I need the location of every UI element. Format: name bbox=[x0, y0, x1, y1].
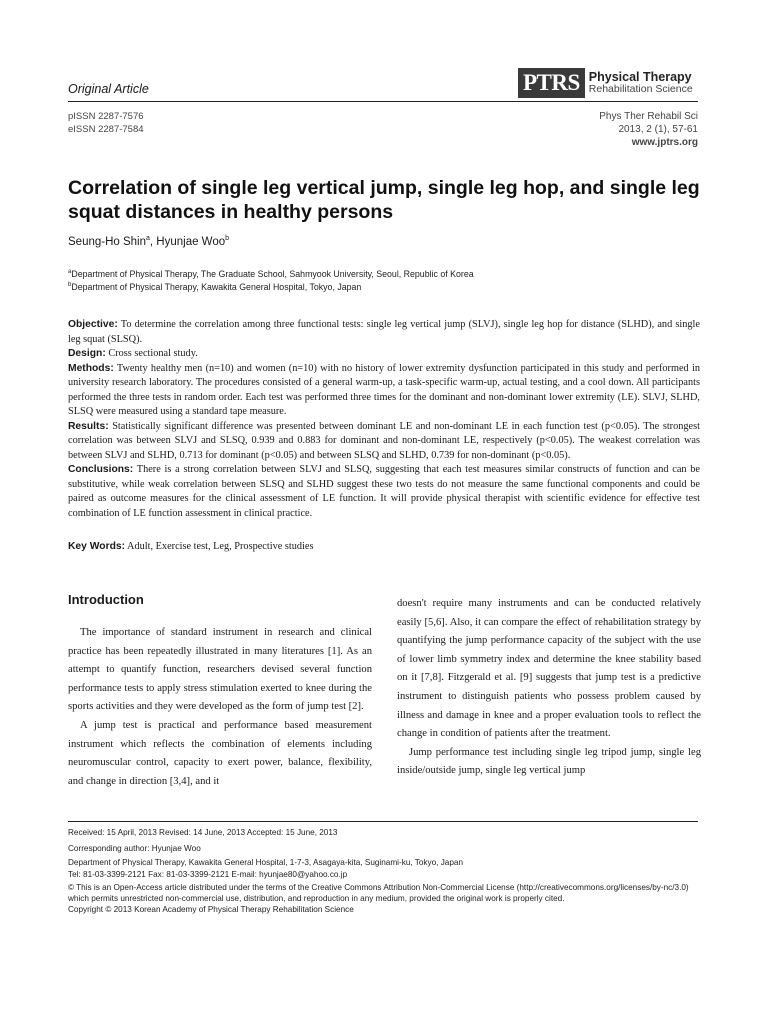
journal-abbrev: Phys Ther Rehabil Sci bbox=[599, 111, 698, 122]
header-rule bbox=[68, 101, 698, 102]
affil-marker: a bbox=[68, 269, 72, 276]
article-type: Original Article bbox=[68, 82, 149, 96]
abstract-text: To determine the correlation among three functional tests: single leg vertical jump (SLVJ), single leg hop for distance (SLHD), and single leg squat (SLSQ). bbox=[68, 319, 700, 345]
eissn: eISSN 2287-7584 bbox=[68, 124, 144, 135]
article-dates: Received: 15 April, 2013 Revised: 14 June, 2013 Accepted: 15 June, 2013 bbox=[68, 828, 338, 837]
section-heading: Introduction bbox=[68, 592, 144, 607]
abstract bbox=[68, 318, 700, 521]
body-paragraph: doesn't require many instruments and can be conducted relatively easily [5,6]. Also, it can compare the effect of rehabilitation strategy by quantifying the jump performance capacity of the subject with the use of lower limb symmetry index and determine the knee stability based on it [7,8]. Fitzgerald et al. [9] suggests that jump test is a predictive instrument to distinguish patients who possess problem caused by illness and damage in knee and a proper evaluation tools to reflect the change in condition of patients after the treatment. bbox=[397, 598, 701, 740]
journal-website[interactable]: www.jptrs.org bbox=[631, 137, 698, 148]
journal-logo bbox=[518, 68, 693, 98]
author-name: Hyunjae Woo bbox=[156, 235, 226, 248]
abstract-label: Conclusions: bbox=[68, 464, 134, 475]
license-notice: © This is an Open-Access article distributed under the terms of the Creative Commons Attribution Non-Commercial License (http://creativecommons.org/licenses/by-nc/3.0) which permits unrestricted non-commercial use, distribution, and reproduction in any medium, provided the original work is properly cited. bbox=[68, 883, 689, 903]
affiliation-text: Department of Physical Therapy, Kawakita General Hospital, Tokyo, Japan bbox=[71, 282, 362, 292]
body-paragraph: The importance of standard instrument in research and clinical practice has been repeatedly illustrated in many literatures [1]. As an attempt to quantify function, researchers devised several function performance tests to apply stress stimulation exerted to knee during the sports activities and they were developed as the form of jump test [2]. bbox=[68, 627, 372, 713]
volume-info: 2013, 2 (1), 57-61 bbox=[618, 124, 698, 135]
author-separator: , bbox=[149, 235, 157, 248]
abstract-methods bbox=[68, 362, 700, 420]
abstract-text: Statistically significant difference was presented between dominant LE and non-dominant LE in each function test (p<0.05). The strongest correlation was between SLVJ and SLSQ, 0.939 and 0.883 for dominant and non-dominant LE, respectively (p<0.05). The weakest correlation was between SLVJ and SLHD, 0.713 for dominant (p<0.05) and between SLSQ and SLHD, 0.739 for non-dominant (p<0.05). bbox=[68, 420, 700, 461]
keywords-label: Key Words: bbox=[68, 541, 126, 552]
author-address: Department of Physical Therapy, Kawakita General Hospital, 1-7-3, Asagaya-kita, Suginami-ku, Tokyo, Japan bbox=[68, 858, 464, 867]
body-paragraph: A jump test is practical and performance based measurement instrument which reflects the combination of elements including neuromuscular control, capacity to exert power, balance, flexibility, and change in direction [3,4], and it bbox=[68, 719, 372, 787]
body-column-right bbox=[397, 595, 701, 781]
affiliation bbox=[68, 282, 361, 292]
abstract-results bbox=[68, 420, 700, 464]
copyright: Copyright © 2013 Korean Academy of Physical Therapy Rehabilitation Science bbox=[68, 905, 354, 914]
abstract-conclusions bbox=[68, 463, 700, 521]
abstract-label: Objective: bbox=[68, 319, 118, 330]
logo-line1: Physical Therapy bbox=[588, 70, 692, 84]
body-paragraph: Jump performance test including single leg tripod jump, single leg inside/outside jump, single leg vertical jump bbox=[397, 746, 701, 777]
corresponding-author: Corresponding author: Hyunjae Woo bbox=[68, 844, 201, 853]
author-contact: Tel: 81-03-3399-2121 Fax: 81-03-3399-2121 E-mail: hyunjae80@yahoo.co.jp bbox=[68, 870, 348, 879]
keywords-text: Adult, Exercise test, Leg, Prospective studies bbox=[125, 541, 314, 552]
author-name: Seung-Ho Shin bbox=[68, 235, 146, 248]
abstract-label: Methods: bbox=[68, 362, 114, 374]
footer-rule bbox=[68, 821, 698, 822]
logo-text bbox=[589, 71, 693, 95]
paper-title: Correlation of single leg vertical jump, single leg hop, and single leg squat distances in healthy persons bbox=[68, 177, 700, 223]
abstract-text: There is a strong correlation between SLVJ and SLSQ, suggesting that each test measures similar constructs of function and can be substitutive, while weak correlation between SLSQ and SLHD suggest these two tests do not measure the same functional components and could be paired as outcome measures for the clinical assessment of LE function. It will provide physical therapist with scientific evidence for effective test combination of LE function assessment in clinical practice. bbox=[68, 464, 700, 519]
abstract-text: Twenty healthy men (n=10) and women (n=10) with no history of lower extremity dysfunction participated in this study and performed in university research laboratory. The procedures consisted of a general warm-up, a task-specific warm-up, actual testing, and a cool down. All participants performed the three tests in random order. Each test was performed three times for the dominant and non-dominant lower extremity (LE). SLVJ, SLHD, SLSQ were measured using a standard tape measure. bbox=[68, 362, 700, 417]
logo-line2: Rehabilitation Science bbox=[588, 83, 693, 95]
abstract-objective bbox=[68, 318, 700, 347]
affiliation-text: Department of Physical Therapy, The Graduate School, Sahmyook University, Seoul, Republic of Korea bbox=[71, 269, 474, 279]
abstract-label: Design: bbox=[68, 348, 106, 359]
affil-marker: b bbox=[68, 282, 72, 289]
body-column-left bbox=[68, 624, 372, 791]
abstract-label: Results: bbox=[68, 420, 109, 432]
author-list bbox=[68, 235, 229, 248]
affiliation bbox=[68, 269, 474, 279]
keywords bbox=[68, 541, 313, 552]
abstract-text: Cross sectional study. bbox=[105, 348, 198, 359]
affil-marker: a bbox=[146, 235, 150, 242]
abstract-design bbox=[68, 347, 700, 362]
pissn: pISSN 2287-7576 bbox=[68, 111, 144, 122]
affil-marker: b bbox=[225, 235, 230, 242]
logo-mark: PTRS bbox=[518, 68, 585, 98]
